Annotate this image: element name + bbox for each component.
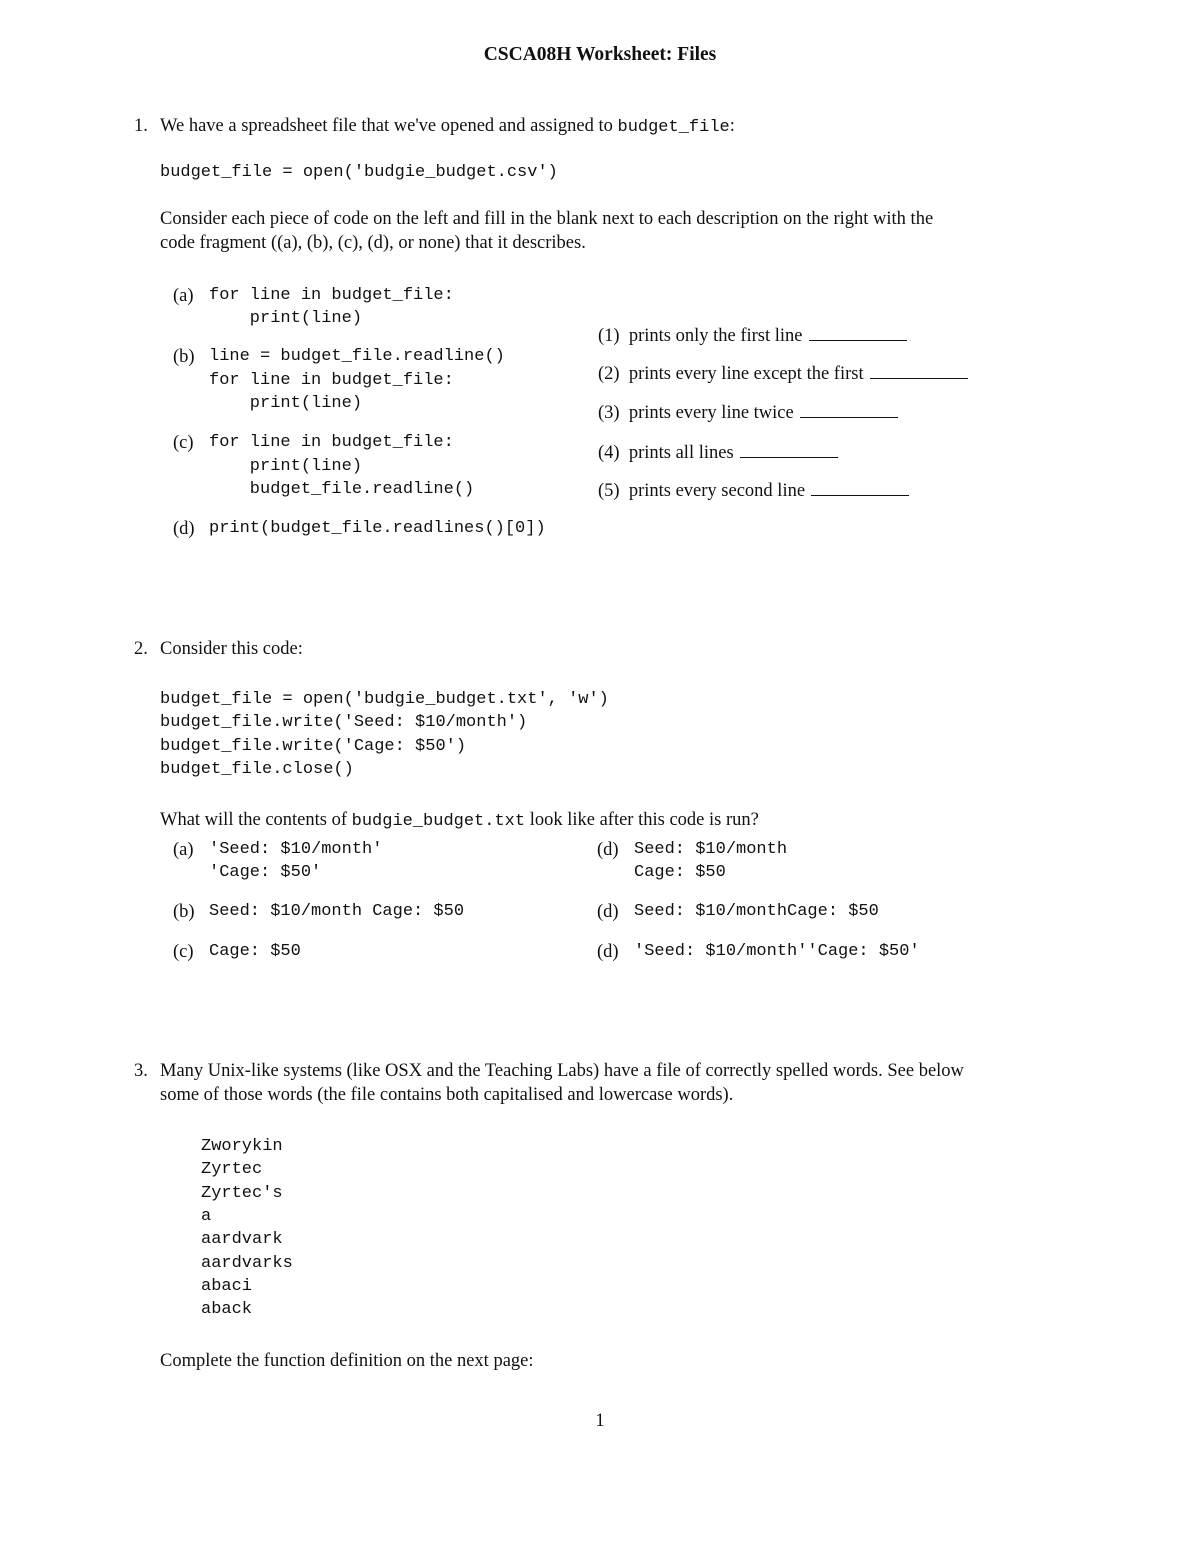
page-number: 1 <box>595 1411 605 1431</box>
q2-question-start: What will the contents of <box>160 810 352 830</box>
q1-prompt-code: budget_file <box>617 118 730 137</box>
q2-option-line: Seed: $10/month <box>634 840 788 859</box>
q1-fragment-a-line2: print(line) <box>209 309 363 328</box>
q2-question-file: budgie_budget.txt <box>351 812 526 831</box>
q2-option-line: 'Cage: $50' <box>209 863 322 882</box>
q1-fragment-c-line3: budget_file.readline() <box>209 480 475 499</box>
q3-closing: Complete the function definition on the next page: <box>160 1351 534 1371</box>
q1-prompt-end: : <box>729 116 735 136</box>
q1-description-label: (1) <box>598 326 620 346</box>
q3-word: Zyrtec's <box>201 1184 283 1203</box>
q1-fragment-c-line2: print(line) <box>209 457 363 476</box>
answer-blank[interactable] <box>811 479 909 496</box>
q3-word: aback <box>201 1300 253 1319</box>
q1-description-text: prints every line twice <box>628 403 794 423</box>
answer-blank[interactable] <box>740 441 838 458</box>
answer-blank[interactable] <box>870 362 968 379</box>
q2-question <box>160 809 759 833</box>
q1-instruction-line1: Consider each piece of code on the left and fill in the blank next to each description on the right with the <box>160 209 934 229</box>
q1-fragment-c-label: (c) <box>173 433 194 453</box>
q1-fragment-a-label: (a) <box>173 286 194 306</box>
q1-description-4 <box>598 441 838 464</box>
q1-fragment-d-line1: print(budget_file.readlines()[0]) <box>209 519 546 538</box>
q1-description-text: prints all lines <box>628 443 734 463</box>
q1-description-3 <box>598 401 898 424</box>
q2-option-line: 'Seed: $10/month' <box>209 840 383 859</box>
q2-prompt: Consider this code: <box>160 639 303 659</box>
q2-option-label: (b) <box>173 902 195 922</box>
q3-word: Zworykin <box>201 1137 283 1156</box>
q1-description-label: (2) <box>598 364 620 384</box>
answer-blank[interactable] <box>800 401 898 418</box>
q1-fragment-b-label: (b) <box>173 347 195 367</box>
q1-prompt-text: We have a spreadsheet file that we've opened and assigned to <box>160 116 618 136</box>
q2-option-label: (d) <box>597 942 619 962</box>
q1-description-text: prints every line except the first <box>628 364 864 384</box>
q3-line1: Many Unix-like systems (like OSX and the Teaching Labs) have a file of correctly spelled words. See below <box>160 1061 964 1081</box>
q3-word: aardvarks <box>201 1254 293 1273</box>
q1-code-line: budget_file = open('budgie_budget.csv') <box>160 163 558 182</box>
q1-description-5 <box>598 479 909 502</box>
q1-fragment-b-line2: for line in budget_file: <box>209 371 454 390</box>
q1-instruction-line2: code fragment ((a), (b), (c), (d), or none) that it describes. <box>160 233 586 253</box>
q2-code-line: budget_file.write('Seed: $10/month') <box>160 713 528 732</box>
q3-word: a <box>201 1207 212 1226</box>
q2-code-line: budget_file.write('Cage: $50') <box>160 737 467 756</box>
q3-word: aardvark <box>201 1230 283 1249</box>
q2-option-label: (d) <box>597 902 619 922</box>
q2-option-label: (d) <box>597 840 619 860</box>
q1-prompt <box>160 115 735 139</box>
q2-option-line: Seed: $10/month Cage: $50 <box>209 902 465 921</box>
q2-question-end: look like after this code is run? <box>525 810 759 830</box>
q1-description-text: prints only the first line <box>628 326 803 346</box>
q3-word: Zyrtec <box>201 1160 263 1179</box>
q1-number: 1. <box>134 116 148 136</box>
q1-fragment-b-line3: print(line) <box>209 394 363 413</box>
q2-option-line: Seed: $10/monthCage: $50 <box>634 902 879 921</box>
q2-code-line: budget_file = open('budgie_budget.txt', 'w') <box>160 690 609 709</box>
answer-blank[interactable] <box>809 324 907 341</box>
q2-code-line: budget_file.close() <box>160 760 354 779</box>
q2-option-line: Cage: $50 <box>209 942 301 961</box>
q1-description-label: (5) <box>598 481 620 501</box>
q1-description-label: (3) <box>598 403 620 423</box>
q3-word: abaci <box>201 1277 253 1296</box>
q1-description-label: (4) <box>598 443 620 463</box>
q2-number: 2. <box>134 639 148 659</box>
q2-option-label: (a) <box>173 840 194 860</box>
q2-option-line: Cage: $50 <box>634 863 726 882</box>
q1-fragment-d-label: (d) <box>173 519 195 539</box>
q1-description-text: prints every second line <box>628 481 806 501</box>
q3-number: 3. <box>134 1061 148 1081</box>
q1-fragment-c-line1: for line in budget_file: <box>209 433 454 452</box>
q1-description-2 <box>598 362 968 385</box>
q2-option-label: (c) <box>173 942 194 962</box>
q2-option-line: 'Seed: $10/month''Cage: $50' <box>634 942 920 961</box>
q3-line2: some of those words (the file contains both capitalised and lowercase words). <box>160 1085 734 1105</box>
q1-fragment-a-line1: for line in budget_file: <box>209 286 454 305</box>
q1-description-1 <box>598 324 907 347</box>
q1-fragment-b-line1: line = budget_file.readline() <box>209 347 505 366</box>
page-title: CSCA08H Worksheet: Files <box>483 44 717 65</box>
